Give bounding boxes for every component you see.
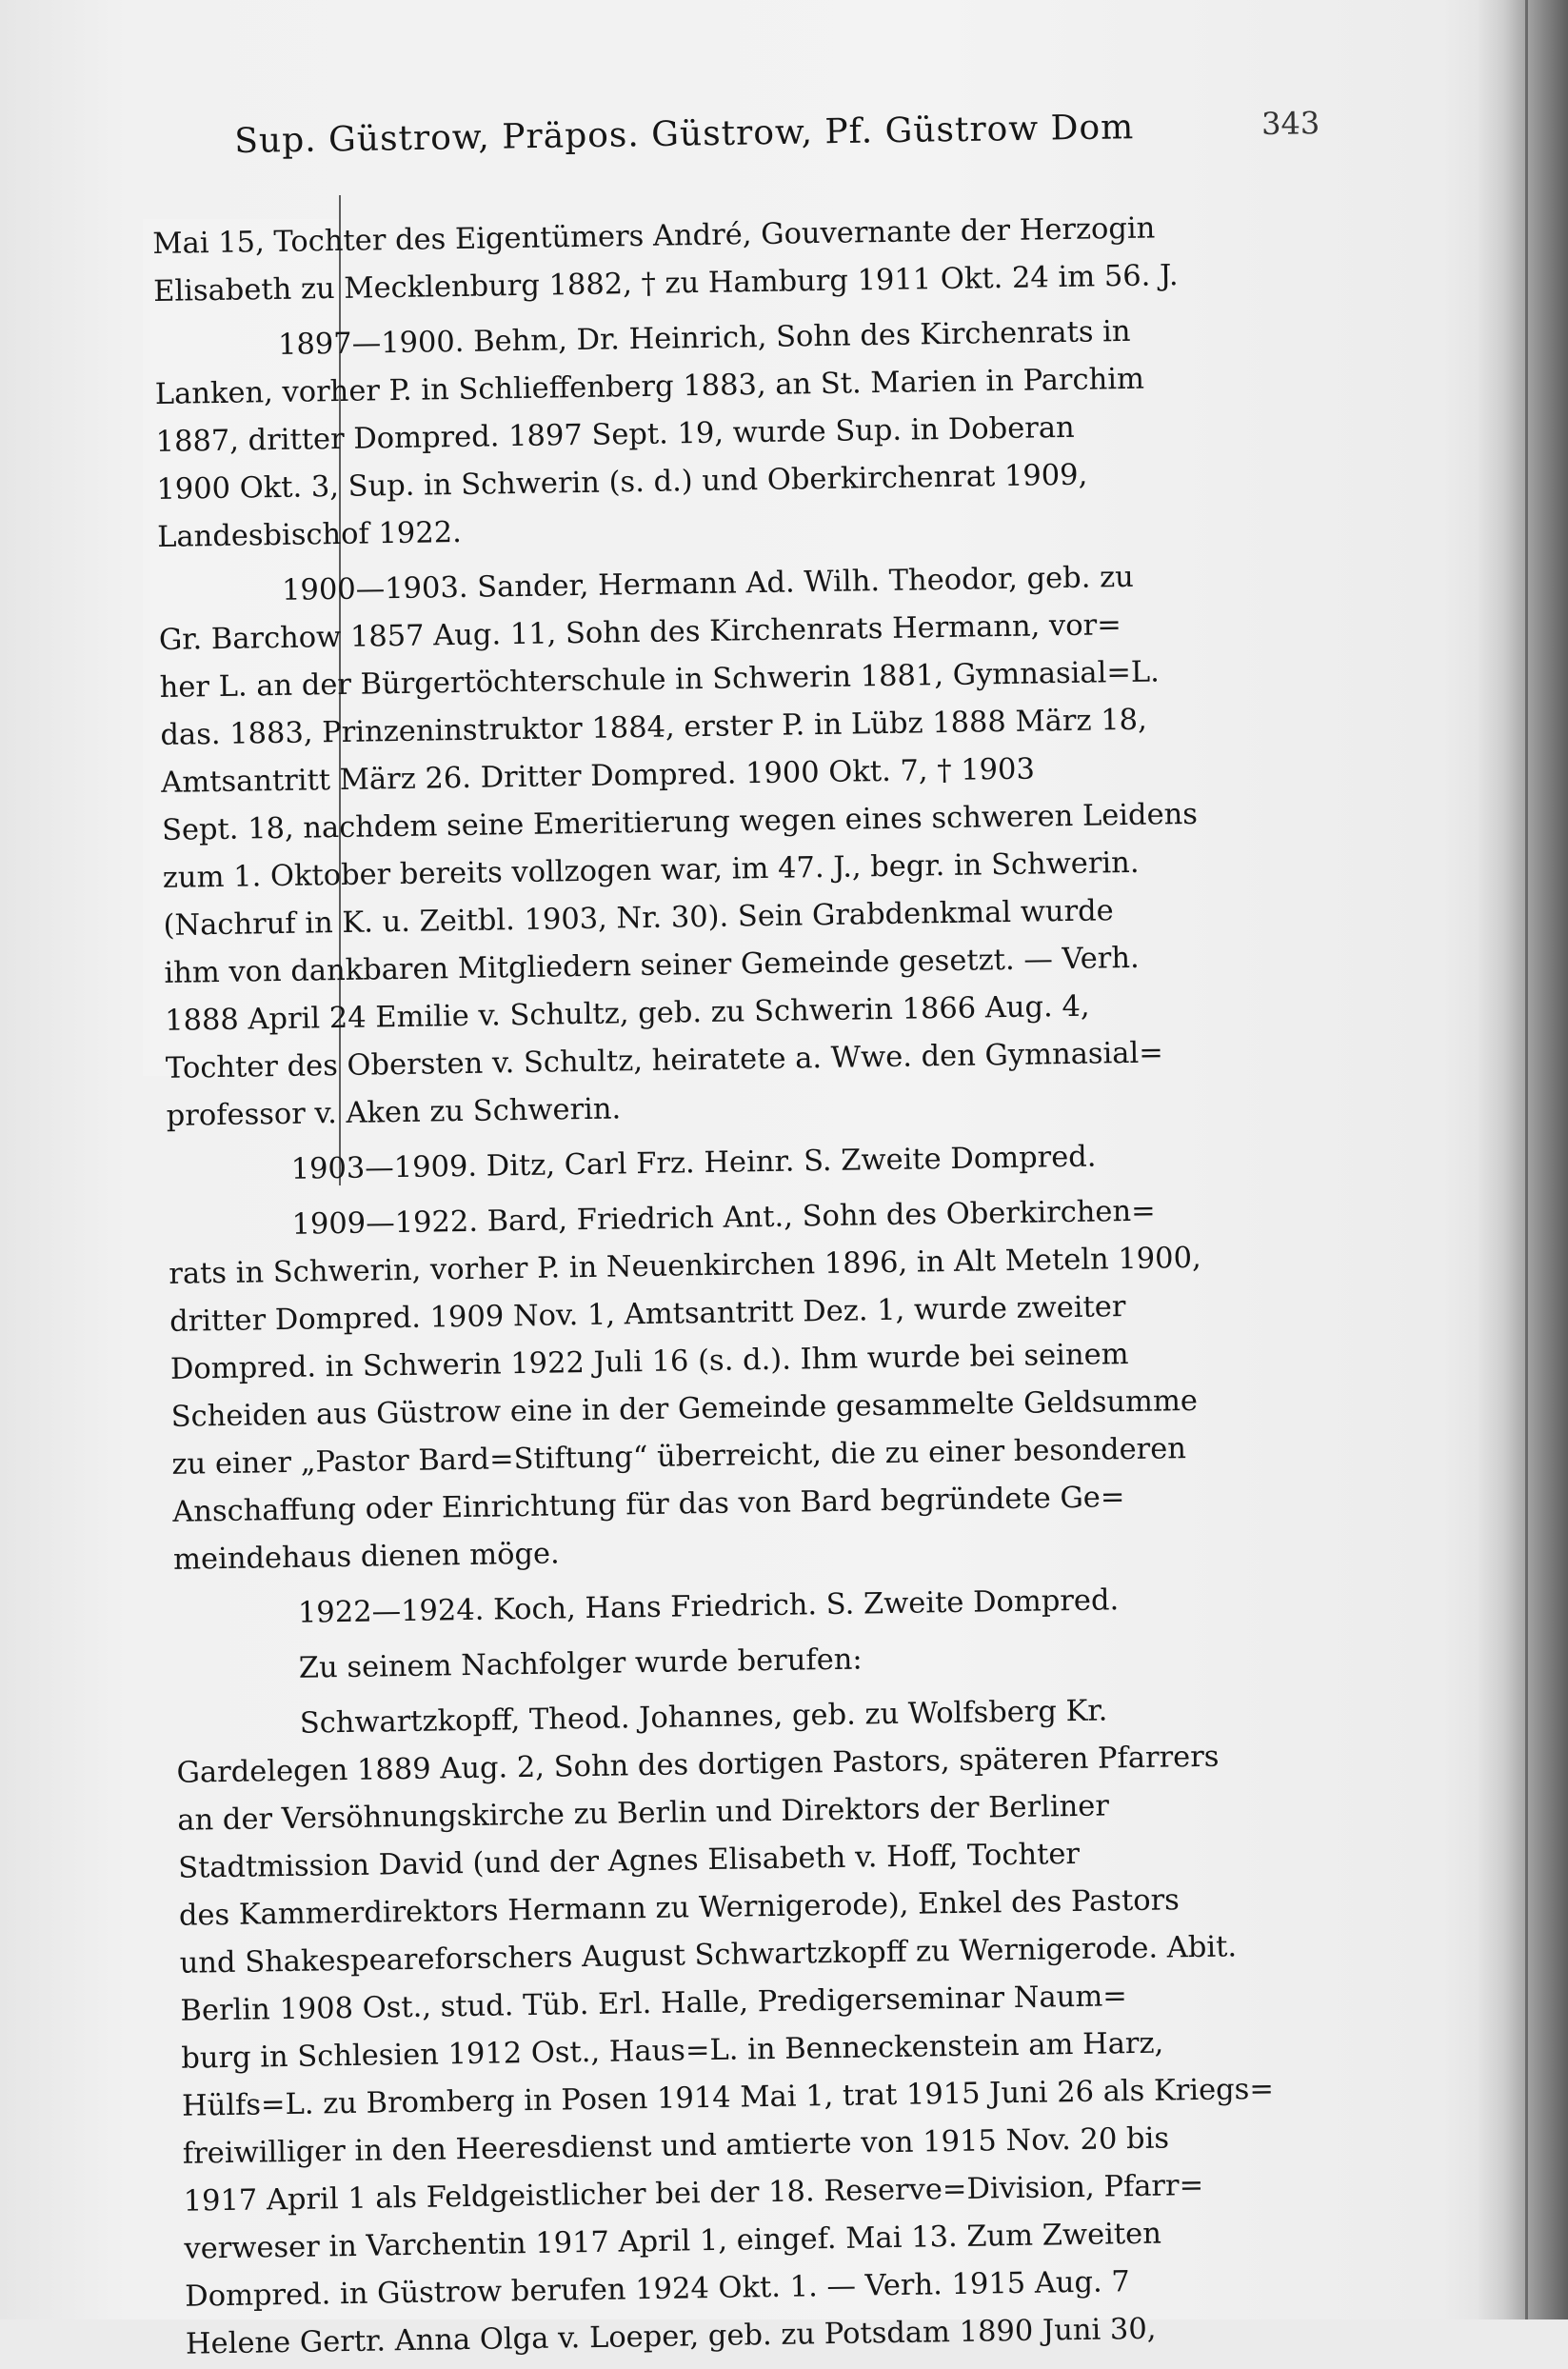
text-line: ihm von dankbaren Mitgliedern seiner Gemeinde gesetzt. — Verh. [164, 941, 1140, 990]
entry-heading-line: 1900—1903. Sander, Hermann Ad. Wilh. Theodor, geb. zu [281, 560, 1135, 607]
text-line: Gr. Barchow 1857 Aug. 11, Sohn des Kirchenrats Hermann, vor= [158, 608, 1122, 657]
text-line: Dompred. in Güstrow berufen 1924 Okt. 1. — Verh. 1915 Aug. 7 [184, 2265, 1131, 2314]
running-head: Sup. Güstrow, Präpos. Güstrow, Pf. Güstrow Dom [234, 108, 1135, 161]
text-line: 1917 April 1 als Feldgeistlicher bei der 18. Reserve=Division, Pfarr= [183, 2168, 1204, 2219]
entry-heading-line: 1922—1924. Koch, Hans Friedrich. S. Zweite Dompred. [297, 1583, 1120, 1630]
entry-heading-line: 1903—1909. Ditz, Carl Frz. Heinr. S. Zweite Dompred. [290, 1140, 1097, 1186]
page-header [234, 105, 1320, 179]
text-line: Helene Gertr. Anna Olga v. Loeper, geb. zu Potsdam 1890 Juni 30, [185, 2312, 1157, 2361]
text-line: burg in Schlesien 1912 Ost., Haus=L. in Benneckenstein am Harz, [181, 2026, 1164, 2076]
text-line: zum 1. Oktober bereits vollzogen war, im 47. J., begr. in Schwerin. [162, 846, 1140, 895]
text-line: Mai 15, Tochter des Eigentümers André, Gouvernante der Herzogin [152, 211, 1156, 261]
text-line: Hülfs=L. zu Bromberg in Posen 1914 Mai 1, trat 1915 Juni 26 als Kriegs= [181, 2072, 1275, 2123]
entry-heading-line: 1897—1900. Behm, Dr. Heinrich, Sohn des Kirchenrats in [277, 314, 1131, 362]
text-line: meindehaus dienen möge. [172, 1537, 561, 1577]
text-line: an der Versöhnungskirche zu Berlin und Direktors der Berliner [177, 1789, 1110, 1838]
text-line: verweser in Varchentin 1917 April 1, eingef. Mai 13. Zum Zweiten [184, 2217, 1162, 2266]
text-line: dritter Dompred. 1909 Nov. 1, Amtsantritt Dez. 1, wurde zweiter [169, 1290, 1126, 1339]
text-line: 1888 April 24 Emilie v. Schultz, geb. zu Schwerin 1866 Aug. 4, [164, 989, 1090, 1038]
text-line: 1900 Okt. 3, Sup. in Schwerin (s. d.) und Oberkirchenrat 1909, [156, 458, 1088, 507]
text-line: Lanken, vorher P. in Schlieffenberg 1883, an St. Marien in Parchim [154, 362, 1145, 411]
text-line: her L. an der Bürgertöchterschule in Schwerin 1881, Gymnasial=L. [159, 655, 1161, 705]
body-text [152, 202, 1370, 2368]
book-spine-shadow [1477, 0, 1568, 2319]
text-line: rats in Schwerin, vorher P. in Neuenkirchen 1896, in Alt Meteln 1900, [169, 1241, 1201, 1291]
text-line: Zu seinem Nachfolger wurde berufen: [298, 1642, 863, 1685]
text-line: Tochter des Obersten v. Schultz, heiratete a. Wwe. den Gymnasial= [165, 1036, 1164, 1085]
text-line: 1887, dritter Dompred. 1897 Sept. 19, wurde Sup. in Doberan [155, 410, 1075, 459]
text-line: Elisabeth zu Mecklenburg 1882, † zu Hamburg 1911 Okt. 24 im 56. J. [152, 259, 1179, 309]
text-line: das. 1883, Prinzeninstruktor 1884, erster P. in Lübz 1888 März 18, [160, 703, 1148, 752]
page-number: 343 [1260, 105, 1320, 143]
entry-heading-line: 1909—1922. Bard, Friedrich Ant., Sohn des Oberkirchen= [291, 1194, 1156, 1242]
text-line: Landesbischof 1922. [156, 515, 463, 554]
text-line: Sept. 18, nachdem seine Emeritierung wegen eines schweren Leidens [161, 797, 1199, 847]
text-line: Berlin 1908 Ost., stud. Tüb. Erl. Halle, Predigerseminar Naum= [180, 1980, 1128, 2028]
text-line: und Shakespeareforschers August Schwartzkopff zu Wernigerode. Abit. [179, 1930, 1238, 1981]
text-line: Dompred. in Schwerin 1922 Juli 16 (s. d.). Ihm wurde bei seinem [169, 1338, 1129, 1386]
text-line: zu einer „Pastor Bard=Stiftung“ überreicht, die zu einer besonderen [171, 1432, 1187, 1482]
text-line: Scheiden aus Güstrow eine in der Gemeinde gesammelte Geldsumme [170, 1384, 1199, 1434]
text-line: professor v. Aken zu Schwerin. [166, 1092, 622, 1133]
text-line: (Nachruf in K. u. Zeitbl. 1903, Nr. 30). Sein Grabdenkmal wurde [163, 894, 1114, 943]
entry-heading-line: Schwartzkopff, Theod. Johannes, geb. zu Wolfsberg Kr. [299, 1694, 1108, 1741]
text-line: Stadtmission David (und der Agnes Elisabeth v. Hoff, Tochter [177, 1837, 1081, 1885]
text-line: Anschaffung oder Einrichtung für das von Bard begründete Ge= [172, 1481, 1125, 1529]
book-spine-edge [1525, 0, 1528, 2319]
text-line: Gardelegen 1889 Aug. 2, Sohn des dortigen Pastors, späteren Pfarrers [176, 1740, 1220, 1790]
text-line: freiwilliger in den Heeresdienst und amtierte von 1915 Nov. 20 bis [182, 2121, 1170, 2171]
text-line: des Kammerdirektors Hermann zu Wernigerode), Enkel des Pastors [178, 1883, 1181, 1933]
text-line: Amtsantritt März 26. Dritter Dompred. 1900 Okt. 7, † 1903 [161, 752, 1036, 800]
